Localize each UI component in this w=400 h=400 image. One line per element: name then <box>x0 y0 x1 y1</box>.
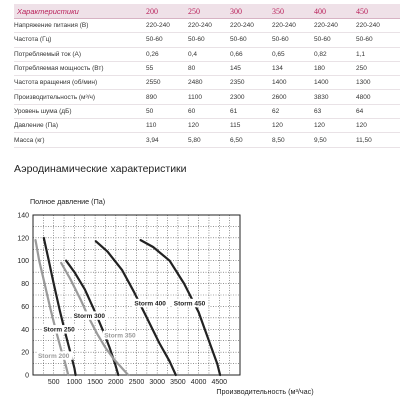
cell-value: 6,50 <box>230 133 272 147</box>
cell-value: 890 <box>146 90 188 104</box>
cell-value: 50-60 <box>230 33 272 47</box>
y-tick-label: 80 <box>21 281 29 289</box>
x-tick-label: 1000 <box>66 379 83 386</box>
x-tick-label: 3500 <box>170 379 186 386</box>
annotation-storm-300: Storm 300 <box>73 312 106 320</box>
column-header-300: 300 <box>230 4 272 19</box>
cell-value: 5,80 <box>188 133 230 147</box>
cell-value: 0,65 <box>272 47 314 61</box>
y-tick-label: 120 <box>17 235 29 243</box>
cell-value: 134 <box>272 61 314 75</box>
cell-value: 1300 <box>356 76 400 90</box>
table-row <box>14 61 400 75</box>
cell-value: 0,26 <box>146 47 188 61</box>
cell-value: 220-240 <box>272 19 314 33</box>
cell-value: 1100 <box>188 90 230 104</box>
cell-value: 1,1 <box>356 47 400 61</box>
x-tick-label: 4500 <box>211 379 228 386</box>
y-axis-label: Полное давление (Па) <box>30 197 106 206</box>
column-header-200: 200 <box>146 4 188 19</box>
cell-value: 110 <box>146 119 188 133</box>
cell-value: 220-240 <box>356 19 400 33</box>
annotation-storm-200: Storm 200 <box>37 352 70 360</box>
row-label: Частота вращения (об/мин) <box>14 76 146 90</box>
cell-value: 180 <box>314 61 356 75</box>
cell-value: 0,66 <box>230 47 272 61</box>
column-header-250: 250 <box>188 4 230 19</box>
row-label: Производительность (м³/ч) <box>14 90 146 104</box>
column-header-450: 450 <box>356 4 400 19</box>
section-title: Аэродинамические характеристики <box>14 163 187 175</box>
row-label: Уровень шума (дБ) <box>14 104 146 118</box>
cell-value: 2550 <box>146 76 188 90</box>
x-tick-label: 1500 <box>87 379 103 386</box>
cell-value: 11,50 <box>356 133 400 147</box>
row-label: Потребляемый ток (А) <box>14 47 146 61</box>
cell-value: 62 <box>272 104 314 118</box>
row-label: Давление (Па) <box>14 119 146 133</box>
table-row <box>14 90 400 104</box>
cell-value: 120 <box>356 119 400 133</box>
cell-value: 64 <box>356 104 400 118</box>
table-row <box>14 76 400 90</box>
annotation-storm-400: Storm 400 <box>134 300 166 308</box>
cell-value: 3,94 <box>146 133 188 147</box>
cell-value: 220-240 <box>314 19 356 33</box>
y-tick-label: 140 <box>17 212 29 220</box>
cell-value: 250 <box>356 61 400 75</box>
x-tick-label: 500 <box>47 379 60 386</box>
pressure-chart <box>0 190 400 400</box>
column-header-350: 350 <box>272 4 314 19</box>
cell-value: 60 <box>188 104 230 118</box>
cell-value: 50-60 <box>314 33 356 47</box>
column-header-characteristics: Характеристики <box>14 4 146 19</box>
x-tick-label: 3000 <box>149 379 165 386</box>
row-label: Напряжение питания (В) <box>14 19 146 33</box>
cell-value: 145 <box>230 61 272 75</box>
x-tick-label: 4000 <box>190 379 207 386</box>
x-tick-label: 2000 <box>108 379 124 386</box>
row-label: Масса (кг) <box>14 133 146 147</box>
cell-value: 0,4 <box>188 47 230 61</box>
series-line-storm-450 <box>141 240 221 375</box>
cell-value: 2600 <box>272 90 314 104</box>
cell-value: 220-240 <box>146 19 188 33</box>
cell-value: 50-60 <box>272 33 314 47</box>
cell-value: 50 <box>146 104 188 118</box>
cell-value: 50-60 <box>188 33 230 47</box>
cell-value: 2300 <box>230 90 272 104</box>
annotation-storm-250: Storm 250 <box>43 326 75 334</box>
x-axis-label: Производительность (м³/час) <box>216 387 314 396</box>
table-row <box>14 47 400 61</box>
table-row <box>14 133 400 147</box>
cell-value: 3830 <box>314 90 356 104</box>
cell-value: 63 <box>314 104 356 118</box>
cell-value: 61 <box>230 104 272 118</box>
cell-value: 2350 <box>230 76 272 90</box>
cell-value: 120 <box>314 119 356 133</box>
table-row <box>14 119 400 133</box>
cell-value: 2480 <box>188 76 230 90</box>
cell-value: 220-240 <box>230 19 272 33</box>
y-tick-label: 60 <box>21 303 29 311</box>
row-label: Частота (Гц) <box>14 33 146 47</box>
cell-value: 55 <box>146 61 188 75</box>
cell-value: 115 <box>230 119 272 133</box>
series-line-storm-400 <box>96 241 176 375</box>
cell-value: 220-240 <box>188 19 230 33</box>
annotation-storm-350: Storm 350 <box>104 332 136 340</box>
y-tick-label: 20 <box>21 349 29 357</box>
y-tick-label: 0 <box>25 372 29 380</box>
cell-value: 1400 <box>272 76 314 90</box>
cell-value: 9,50 <box>314 133 356 147</box>
row-label: Потребляемая мощность (Вт) <box>14 61 146 75</box>
column-header-400: 400 <box>314 4 356 19</box>
table-row <box>14 19 400 33</box>
cell-value: 50-60 <box>146 33 188 47</box>
x-tick-label: 2500 <box>128 379 145 386</box>
spec-table <box>14 4 400 148</box>
spec-table-body <box>14 19 400 148</box>
cell-value: 8,50 <box>272 133 314 147</box>
table-row <box>14 104 400 118</box>
cell-value: 50-60 <box>356 33 400 47</box>
cell-value: 120 <box>272 119 314 133</box>
table-row <box>14 33 400 47</box>
annotation-storm-450: Storm 450 <box>173 300 206 308</box>
y-tick-label: 100 <box>17 258 29 266</box>
cell-value: 1400 <box>314 76 356 90</box>
cell-value: 0,82 <box>314 47 356 61</box>
cell-value: 4800 <box>356 90 400 104</box>
cell-value: 80 <box>188 61 230 75</box>
spec-table-header <box>14 4 400 19</box>
y-tick-label: 40 <box>21 326 29 334</box>
cell-value: 120 <box>188 119 230 133</box>
